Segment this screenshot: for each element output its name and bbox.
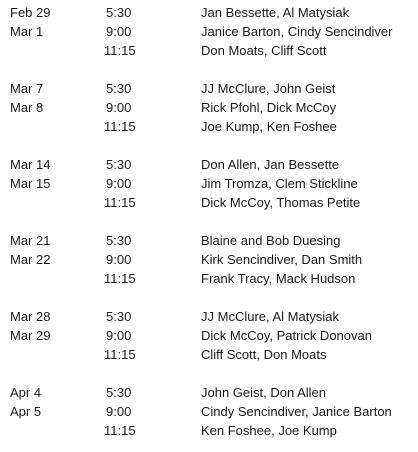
- row-date: Apr 5: [10, 404, 42, 419]
- row-names: Don Moats, Cliff Scott: [201, 43, 327, 58]
- schedule-row: [0, 117, 418, 136]
- row-names: Rick Pfohl, Dick McCoy: [201, 100, 337, 115]
- row-names: Jim Tromza, Clem Stickline: [201, 176, 358, 191]
- row-names: Jan Bessette, Al Matysiak: [201, 5, 350, 20]
- row-date: Feb 29: [10, 5, 51, 20]
- row-date: Mar 7: [10, 81, 44, 96]
- schedule-row: [0, 193, 418, 212]
- row-names: Don Allen, Jan Bessette: [201, 157, 340, 172]
- row-names: Ken Foshee, Joe Kump: [201, 423, 337, 438]
- row-time: 11:15: [104, 271, 136, 286]
- row-date: Mar 28: [10, 309, 51, 324]
- row-time: 5:30: [106, 81, 132, 96]
- row-time: 9:00: [106, 404, 132, 419]
- row-date: Mar 1: [10, 24, 44, 39]
- row-names: Frank Tracy, Mack Hudson: [201, 271, 356, 286]
- row-time: 9:00: [106, 328, 132, 343]
- row-names: Blaine and Bob Duesing: [201, 233, 341, 248]
- schedule-row: [0, 307, 418, 326]
- schedule-row: [0, 421, 418, 440]
- schedule-row: [0, 3, 418, 22]
- row-time: 11:15: [104, 43, 136, 58]
- schedule-row: [0, 155, 418, 174]
- schedule-row: [0, 231, 418, 250]
- schedule-row: [0, 79, 418, 98]
- row-names: Cliff Scott, Don Moats: [201, 347, 327, 362]
- schedule-row: [0, 402, 418, 421]
- row-time: 5:30: [106, 309, 132, 324]
- row-time: 11:15: [104, 423, 136, 438]
- row-time: 9:00: [106, 24, 132, 39]
- row-date: Mar 15: [10, 176, 51, 191]
- row-names: Dick McCoy, Thomas Petite: [201, 195, 361, 210]
- schedule-row: [0, 250, 418, 269]
- row-names: Janice Barton, Cindy Sencindiver: [201, 24, 393, 39]
- row-names: John Geist, Don Allen: [201, 385, 327, 400]
- row-names: JJ McClure, John Geist: [201, 81, 336, 96]
- row-time: 9:00: [106, 252, 132, 267]
- row-time: 9:00: [106, 100, 132, 115]
- row-time: 11:15: [104, 347, 136, 362]
- schedule-row: [0, 269, 418, 288]
- row-time: 9:00: [106, 176, 132, 191]
- row-date: Mar 22: [10, 252, 51, 267]
- row-date: Mar 29: [10, 328, 51, 343]
- row-names: Cindy Sencindiver, Janice Barton: [201, 404, 392, 419]
- row-time: 5:30: [106, 157, 132, 172]
- schedule-row: [0, 326, 418, 345]
- row-time: 11:15: [104, 119, 136, 134]
- schedule-row: [0, 98, 418, 117]
- row-names: JJ McClure, Al Matysiak: [201, 309, 339, 324]
- row-time: 5:30: [106, 385, 132, 400]
- schedule-row: [0, 345, 418, 364]
- schedule-row: [0, 174, 418, 193]
- row-time: 5:30: [106, 5, 132, 20]
- row-date: Mar 14: [10, 157, 51, 172]
- row-names: Kirk Sencindiver, Dan Smith: [201, 252, 363, 267]
- row-names: Dick McCoy, Patrick Donovan: [201, 328, 372, 343]
- schedule-row: [0, 41, 418, 60]
- row-date: Apr 4: [10, 385, 42, 400]
- row-date: Mar 21: [10, 233, 51, 248]
- schedule-row: [0, 383, 418, 402]
- row-time: 5:30: [106, 233, 132, 248]
- schedule-row: [0, 22, 418, 41]
- row-names: Joe Kump, Ken Foshee: [201, 119, 337, 134]
- row-time: 11:15: [104, 195, 136, 210]
- row-date: Mar 8: [10, 100, 44, 115]
